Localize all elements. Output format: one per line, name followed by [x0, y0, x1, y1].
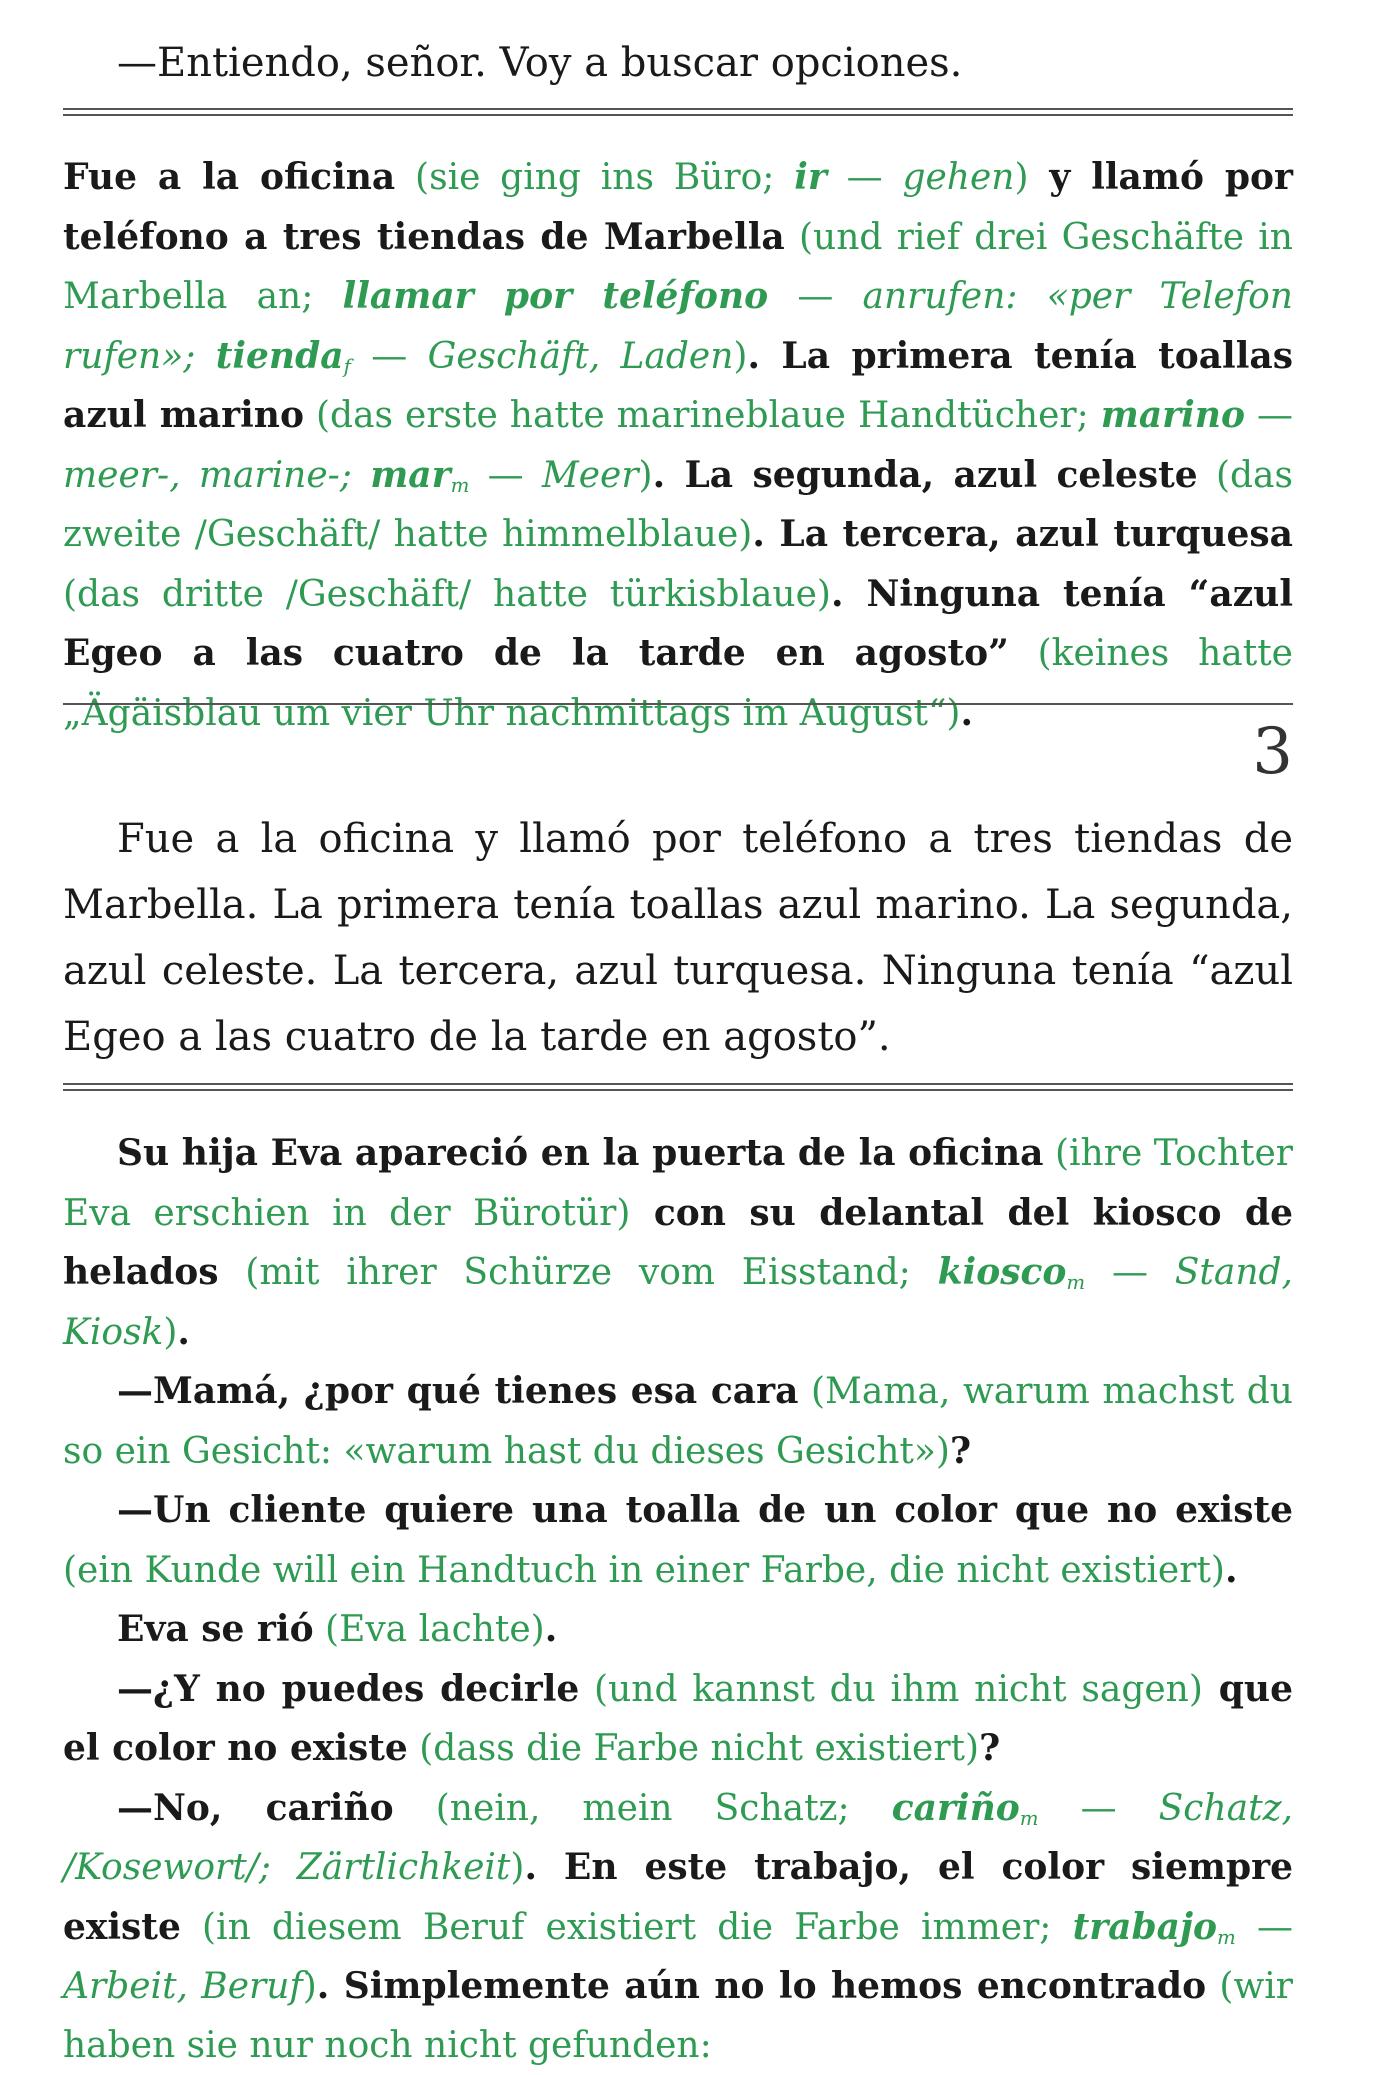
narration-eva-rio	[63, 1600, 1293, 1660]
dash: —	[1085, 1252, 1175, 1293]
es-text: ?	[979, 1727, 1000, 1769]
vocab-meaning: Geschäft, Laden	[428, 336, 734, 377]
dialogue-line-carino	[63, 1779, 1293, 2075]
dash: —	[827, 157, 903, 198]
de-gloss: (und kannst du ihm nicht sagen)	[579, 1669, 1203, 1710]
de-gloss: (dass die Farbe nicht existiert)	[408, 1728, 979, 1769]
es-text: . La segunda, azul celeste	[653, 454, 1198, 496]
gender-marker: m	[451, 473, 470, 496]
paren-close: )	[510, 1847, 524, 1888]
vocab-meaning: Stand, Kiosk	[63, 1252, 1293, 1353]
de-gloss: (ihre Tochter Eva erschien in der Bürotür)	[63, 1133, 1293, 1234]
vocab-meaning: anrufen: «per Telefon rufen»;	[63, 276, 1293, 377]
es-text: . La tercera, azul turquesa	[752, 513, 1293, 555]
vocab-term: marino	[1101, 394, 1245, 436]
es-text: que el color no existe	[63, 1668, 1293, 1770]
de-gloss: (und rief drei Geschäfte in Marbella an;	[63, 217, 1293, 318]
plain-paragraph: Fue a la oficina y llamó por teléfono a tres tiendas de Marbella. La primera tenía toallas azul marino. La segunda, azul celeste. La tercera, azul turquesa. Ninguna tenía “azul Egeo a las cuatro de la tarde en agosto”.	[63, 806, 1293, 1070]
annotated-paragraph-1	[63, 148, 1293, 743]
es-text: . Simplemente aún no lo hemos encontrado	[317, 1965, 1206, 2007]
vocab-term: tienda	[216, 335, 344, 377]
paren-close: )	[733, 336, 747, 377]
de-gloss: (das dritte /Geschäft/ hatte türkisblaue)	[63, 574, 831, 615]
annotated-dialogue-block	[63, 1124, 1293, 2075]
gender-marker: m	[1217, 1925, 1236, 1948]
paren-close: )	[303, 1966, 317, 2007]
dialogue-line-cliente	[63, 1481, 1293, 1600]
annotated-paragraph-2	[63, 1124, 1293, 1362]
es-text: y llamó por teléfono a tres tiendas de Marbella	[63, 156, 1293, 258]
vocab-meaning: gehen	[902, 157, 1014, 198]
es-text: Fue a la oficina	[63, 156, 395, 198]
vocab-term: mar	[370, 454, 450, 496]
es-text: .	[960, 692, 973, 734]
de-gloss: (sie ging ins Büro;	[395, 157, 794, 198]
de-gloss: (das erste hatte marineblaue Handtücher;	[304, 395, 1101, 436]
dash: —	[1236, 1907, 1293, 1948]
gender-marker: m	[1020, 1806, 1039, 1829]
vocab-term: kiosco	[938, 1251, 1067, 1293]
de-gloss: (keines hatte „Ägäisblau um vier Uhr nachmittags im August“)	[63, 633, 1293, 734]
dash: —	[1039, 1788, 1159, 1829]
vocab-meaning: meer-, marine-;	[63, 455, 370, 496]
single-rule	[63, 703, 1293, 705]
de-gloss: (Eva lachte)	[314, 1609, 545, 1650]
es-text: ?	[950, 1430, 971, 1472]
gender-marker: m	[1066, 1271, 1085, 1294]
dash: —	[469, 455, 542, 496]
es-text: .	[1225, 1549, 1238, 1591]
de-gloss: (nein, mein Schatz;	[394, 1788, 892, 1829]
paren-close: )	[1014, 157, 1028, 198]
vocab-term: llamar por teléfono	[343, 275, 769, 317]
chapter-number: 3	[1252, 720, 1293, 784]
es-text: . En este trabajo, el color siempre existe	[63, 1846, 1293, 1948]
es-text: . Ninguna tenía “azul Egeo a las cuatro de la tarde en agosto”	[63, 573, 1293, 675]
es-text: .	[177, 1311, 190, 1353]
es-text: .	[545, 1608, 558, 1650]
es-text: . La primera tenía toallas azul marino	[63, 335, 1293, 437]
vocab-term: ir	[794, 156, 827, 198]
paren-close: )	[163, 1312, 177, 1353]
dialogue-line-decirle	[63, 1660, 1293, 1779]
dialogue-line-mama	[63, 1362, 1293, 1481]
vocab-meaning: Meer	[542, 455, 639, 496]
es-text: —Mamá, ¿por qué tienes esa cara	[117, 1370, 798, 1412]
double-rule-top	[63, 108, 1293, 116]
double-rule-bottom	[63, 1083, 1293, 1091]
es-text: con su delantal del kiosco de helados	[63, 1192, 1293, 1294]
dash: —	[768, 276, 862, 317]
gender-marker: f	[344, 354, 351, 377]
es-text: Su hija Eva apareció en la puerta de la oficina	[117, 1132, 1043, 1174]
vocab-meaning: Schatz, /Kosewort/; Zärtlichkeit	[63, 1788, 1293, 1889]
de-gloss: (ein Kunde will ein Handtuch in einer Farbe, die nicht existiert)	[63, 1550, 1225, 1591]
top-dialogue-line: —Entiendo, señor. Voy a buscar opciones.	[63, 30, 1293, 96]
de-gloss: (wir haben sie nur noch nicht gefunden:	[63, 1966, 1293, 2066]
dash: —	[351, 336, 428, 377]
de-gloss: (das zweite /Geschäft/ hatte himmelblaue)	[63, 455, 1293, 556]
es-text: —¿Y no puedes decirle	[117, 1668, 579, 1710]
de-gloss: (mit ihrer Schürze vom Eisstand;	[219, 1252, 938, 1293]
vocab-term: trabajo	[1073, 1906, 1217, 1948]
es-text: —Un cliente quiere una toalla de un color que no existe	[117, 1489, 1293, 1531]
es-text: —No, cariño	[117, 1787, 394, 1829]
es-text: Eva se rió	[117, 1608, 314, 1650]
dash: —	[1245, 395, 1293, 436]
de-gloss: (in diesem Beruf existiert die Farbe immer;	[181, 1907, 1073, 1948]
vocab-meaning: Arbeit, Beruf	[63, 1966, 303, 2007]
vocab-term: cariño	[892, 1787, 1020, 1829]
paren-close: )	[639, 455, 653, 496]
de-gloss: (Mama, warum machst du so ein Gesicht: «warum hast du dieses Gesicht»)	[63, 1371, 1293, 1472]
